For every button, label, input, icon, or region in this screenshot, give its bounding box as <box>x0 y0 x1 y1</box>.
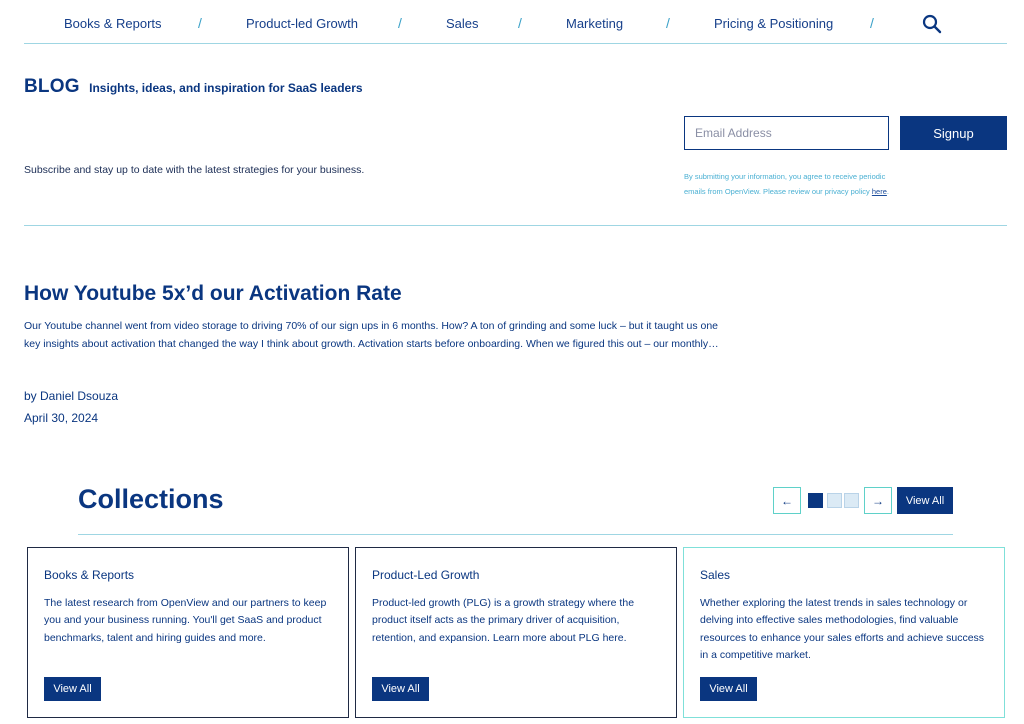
carousel-next-button[interactable] <box>864 487 892 514</box>
email-input[interactable] <box>684 116 889 150</box>
nav-item-sales[interactable]: Sales <box>446 16 479 31</box>
carousel-prev-button[interactable] <box>773 487 801 514</box>
collection-card-sales[interactable] <box>683 547 1005 718</box>
search-icon[interactable] <box>922 14 942 34</box>
signup-disclaimer <box>684 169 899 199</box>
article-author: by Daniel Dsouza <box>24 389 119 403</box>
article-excerpt: Our Youtube channel went from video storage to driving 70% of our sign ups in 6 months. How? A ton of grinding and some luck – but it taught us one key insights about activation that changed the way I think about growth. Activation starts before onboarding. When we figured this out – our monthly… <box>24 320 719 350</box>
collection-card-product-led-growth[interactable] <box>355 547 677 718</box>
carousel-dot[interactable] <box>827 493 842 508</box>
signup-button[interactable]: Signup <box>900 116 1007 150</box>
card-title[interactable]: Sales <box>700 568 731 582</box>
collections-view-all-button[interactable]: View All <box>897 487 953 514</box>
arrow-left-icon: ← <box>781 493 793 508</box>
card-description: The latest research from OpenView and our partners to keep you and your business running. You'll get SaaS and product benchmarks, talent and hiring guides and more. <box>44 597 327 644</box>
disclaimer-end: . <box>886 187 889 196</box>
nav-item-marketing[interactable]: Marketing <box>566 16 624 31</box>
blog-header <box>24 76 363 98</box>
nav-separator: / <box>198 15 202 31</box>
top-nav <box>24 0 1007 44</box>
collections-divider <box>78 534 953 535</box>
card-description: Product-led growth (PLG) is a growth strategy where the product itself acts as the primary driver of acquisition, retention, and expansion. Learn more about PLG here. <box>372 597 635 644</box>
subscribe-text: Subscribe and stay up to date with the latest strategies for your business. <box>24 164 365 176</box>
blog-tagline: Insights, ideas, and inspiration for SaaS leaders <box>89 81 363 95</box>
article-date: April 30, 2024 <box>24 411 99 425</box>
privacy-policy-link[interactable]: here <box>871 187 887 196</box>
card-view-all-button[interactable]: View All <box>44 677 101 701</box>
nav-separator: / <box>518 15 522 31</box>
nav-item-books-reports[interactable]: Books & Reports <box>64 16 162 31</box>
carousel-dot[interactable] <box>844 493 859 508</box>
card-description: Whether exploring the latest trends in sales technology or delving into effective sales methodologies, find valuable resources to enhance your sales efforts and achieve success in a competitive market. <box>700 597 985 661</box>
collections-title: Collections <box>78 484 224 514</box>
nav-item-product-led-growth[interactable]: Product-led Growth <box>246 16 358 31</box>
nav-separator: / <box>666 15 670 31</box>
arrow-right-icon: → <box>872 493 884 508</box>
nav-separator: / <box>870 15 874 31</box>
disclaimer-text: By submitting your information, you agree to receive periodic emails from OpenView. Please review our privacy policy <box>684 172 886 196</box>
card-title[interactable]: Books & Reports <box>44 568 135 582</box>
card-view-all-button[interactable]: View All <box>372 677 429 701</box>
collection-card-books-reports[interactable] <box>27 547 349 718</box>
blog-title: BLOG <box>24 76 80 97</box>
card-title[interactable]: Product-Led Growth <box>372 568 480 582</box>
article-title[interactable]: How Youtube 5x’d our Activation Rate <box>24 282 402 305</box>
nav-item-pricing-positioning[interactable]: Pricing & Positioning <box>714 16 834 31</box>
carousel-dot-active[interactable] <box>808 493 823 508</box>
card-view-all-button[interactable]: View All <box>700 677 757 701</box>
nav-separator: / <box>398 15 402 31</box>
section-divider <box>24 225 1007 226</box>
